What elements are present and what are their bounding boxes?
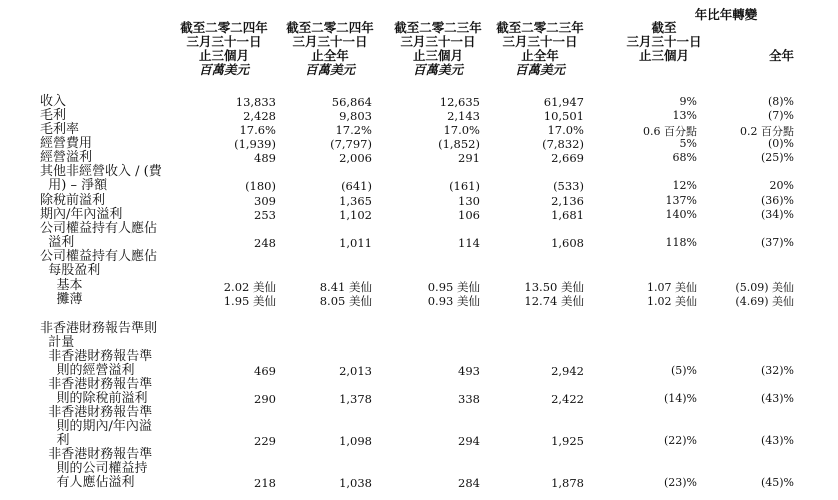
cell-col-2: 0.95 美仙	[427, 280, 480, 294]
cell-col-2: (161)	[449, 179, 480, 193]
row-label: 非香港財務報告準	[40, 405, 153, 420]
col-header-line3: 止三個月	[198, 48, 249, 63]
cell-col-5: 20%	[769, 179, 794, 192]
cell-col-1: 1,378	[339, 392, 372, 406]
row-label: 非香港財務報告準	[40, 349, 153, 364]
col-header-unit: 百萬美元	[198, 62, 249, 77]
cell-col-3: 10,501	[543, 109, 584, 123]
cell-col-5: (8)%	[767, 95, 794, 108]
row-label: 公司權益持有人應佔	[40, 249, 158, 264]
col-header-unit: 百萬美元	[304, 62, 355, 77]
col-header-line1: 截至二零二四年	[286, 20, 374, 35]
cell-col-0: 17.6%	[239, 123, 276, 137]
row-label: 則的公司權益持	[40, 461, 148, 476]
col-header-line2: 三月三十一日	[186, 34, 262, 49]
row-label: 利	[40, 433, 70, 448]
row-label: 有人應佔溢利	[40, 475, 135, 490]
cell-col-2: (1,852)	[438, 137, 480, 151]
row-label: 計量	[40, 335, 75, 350]
cell-col-1: 1,098	[339, 434, 372, 448]
cell-col-4: 0.6 百分點	[643, 125, 697, 138]
cell-col-3: 61,947	[543, 95, 584, 109]
cell-col-2: 17.0%	[443, 123, 480, 137]
cell-col-0: (1,939)	[234, 137, 276, 151]
row-label: 非香港財務報告準	[40, 447, 153, 462]
cell-col-1: 56,864	[331, 95, 372, 109]
cell-col-2: 130	[458, 194, 480, 208]
cell-col-4: 140%	[665, 208, 697, 221]
row-label: 則的期內/年內溢	[40, 419, 152, 434]
cell-col-3: (7,832)	[542, 137, 584, 151]
row-label: 毛利率	[40, 122, 80, 137]
row-label: 基本	[40, 278, 83, 293]
cell-col-3: 17.0%	[547, 123, 584, 137]
cell-col-5: (32)%	[760, 364, 794, 377]
cell-col-0: (180)	[245, 179, 276, 193]
cell-col-5: (45)%	[760, 476, 794, 489]
cell-col-3: (533)	[553, 179, 584, 193]
col-header-line3: 止三個月	[412, 48, 463, 63]
cell-col-1: 2,006	[339, 151, 372, 165]
cell-col-5: (7)%	[767, 109, 794, 122]
cell-col-4: (14)%	[663, 392, 697, 405]
cell-col-4: 1.02 美仙	[647, 295, 697, 308]
col-header-line1: 截至	[651, 20, 677, 35]
cell-col-5: (25)%	[760, 151, 794, 164]
col-header-yoy-fy	[730, 49, 794, 63]
cell-col-4: 68%	[672, 151, 697, 164]
col-header-fy-2024	[280, 21, 380, 77]
cell-col-0: 489	[254, 151, 276, 165]
cell-col-1: 2,013	[339, 364, 372, 378]
cell-col-1: (641)	[341, 179, 372, 193]
col-header-unit: 百萬美元	[412, 62, 463, 77]
col-header-line3: 止全年	[311, 48, 349, 63]
cell-col-0: 248	[254, 236, 276, 250]
cell-col-4: 13%	[672, 109, 697, 122]
cell-col-5: (34)%	[760, 208, 794, 221]
row-label: 公司權益持有人應佔	[40, 221, 158, 236]
cell-col-3: 2,422	[551, 392, 584, 406]
row-label: 則的除稅前溢利	[40, 391, 148, 406]
cell-col-5: (43)%	[760, 392, 794, 405]
col-header-line1: 截至二零二三年	[496, 20, 584, 35]
row-label: 收入	[40, 94, 67, 109]
cell-col-2: 12,635	[439, 95, 480, 109]
row-label: 經營費用	[40, 136, 93, 151]
col-header-line3: 止全年	[521, 48, 559, 63]
row-label: 非香港財務報告準	[40, 377, 153, 392]
col-header-line2: 三月三十一日	[626, 34, 702, 49]
cell-col-4: 5%	[679, 137, 697, 150]
cell-col-0: 218	[254, 476, 276, 490]
cell-col-2: 493	[458, 364, 480, 378]
cell-col-5: (4.69) 美仙	[735, 295, 794, 308]
cell-col-4: 12%	[672, 179, 697, 192]
cell-col-1: (7,797)	[330, 137, 372, 151]
cell-col-3: 2,136	[551, 194, 584, 208]
cell-col-2: 114	[458, 236, 480, 250]
cell-col-0: 2.02 美仙	[223, 280, 276, 294]
col-header-line3: 全年	[768, 48, 794, 63]
cell-col-0: 1.95 美仙	[223, 294, 276, 308]
cell-col-2: 284	[458, 476, 480, 490]
row-label: 毛利	[40, 108, 67, 123]
cell-col-1: 8.05 美仙	[319, 294, 372, 308]
cell-col-3: 2,669	[551, 151, 584, 165]
col-header-line3: 止三個月	[638, 48, 689, 63]
col-header-line2: 三月三十一日	[400, 34, 476, 49]
cell-col-5: (36)%	[760, 194, 794, 207]
cell-col-1: 17.2%	[335, 123, 372, 137]
cell-col-5: (5.09) 美仙	[735, 281, 794, 294]
yoy-change-heading: 年比年轉變	[694, 7, 758, 22]
cell-col-0: 469	[254, 364, 276, 378]
cell-col-0: 2,428	[243, 109, 276, 123]
row-label: 期內/年內溢利	[40, 207, 123, 222]
row-label: 攤薄	[40, 292, 83, 307]
cell-col-4: 118%	[665, 236, 697, 249]
col-header-yoy-q	[614, 21, 714, 63]
cell-col-2: 106	[458, 208, 480, 222]
cell-col-1: 1,102	[339, 208, 372, 222]
cell-col-4: (23)%	[663, 476, 697, 489]
cell-col-5: (0)%	[767, 137, 794, 150]
col-header-line1: 截至二零二三年	[394, 20, 482, 35]
cell-col-1: 8.41 美仙	[319, 280, 372, 294]
cell-col-2: 294	[458, 434, 480, 448]
cell-col-2: 0.93 美仙	[427, 294, 480, 308]
col-header-line1: 截至二零二四年	[180, 20, 268, 35]
cell-col-1: 1,038	[339, 476, 372, 490]
cell-col-4: 9%	[679, 95, 697, 108]
col-header-q-2024	[170, 21, 278, 77]
cell-col-3: 2,942	[551, 364, 584, 378]
cell-col-2: 291	[458, 151, 480, 165]
cell-col-0: 229	[254, 434, 276, 448]
cell-col-1: 1,011	[339, 236, 372, 250]
cell-col-5: 0.2 百分點	[740, 125, 794, 138]
cell-col-5: (43)%	[760, 434, 794, 447]
row-label: 除稅前溢利	[40, 193, 106, 208]
cell-col-2: 2,143	[447, 109, 480, 123]
cell-col-4: (22)%	[663, 434, 697, 447]
cell-col-4: (5)%	[670, 364, 697, 377]
row-label: 溢利	[40, 235, 75, 250]
cell-col-1: 9,803	[339, 109, 372, 123]
cell-col-3: 13.50 美仙	[524, 280, 584, 294]
cell-col-0: 13,833	[235, 95, 276, 109]
row-label: 則的經營溢利	[40, 363, 135, 378]
cell-col-5: (37)%	[760, 236, 794, 249]
cell-col-1: 1,365	[339, 194, 372, 208]
cell-col-3: 12.74 美仙	[524, 294, 584, 308]
cell-col-4: 1.07 美仙	[647, 281, 697, 294]
row-label: 每股盈利	[40, 263, 101, 278]
col-header-unit: 百萬美元	[514, 62, 565, 77]
cell-col-2: 338	[458, 392, 480, 406]
cell-col-0: 309	[254, 194, 276, 208]
col-header-line2: 三月三十一日	[292, 34, 368, 49]
col-header-fy-2023	[490, 21, 590, 77]
cell-col-4: 137%	[665, 194, 697, 207]
cell-col-3: 1,878	[551, 476, 584, 490]
row-label: 用) – 淨額	[40, 178, 108, 193]
col-header-q-2023	[386, 21, 490, 77]
row-label: 非香港財務報告準則	[40, 321, 158, 336]
row-label: 經營溢利	[40, 150, 93, 165]
col-header-line2: 三月三十一日	[502, 34, 578, 49]
cell-col-3: 1,925	[551, 434, 584, 448]
cell-col-0: 253	[254, 208, 276, 222]
cell-col-3: 1,608	[551, 236, 584, 250]
cell-col-0: 290	[254, 392, 276, 406]
row-label: 其他非經營收入 / (費	[40, 164, 162, 179]
cell-col-3: 1,681	[551, 208, 584, 222]
